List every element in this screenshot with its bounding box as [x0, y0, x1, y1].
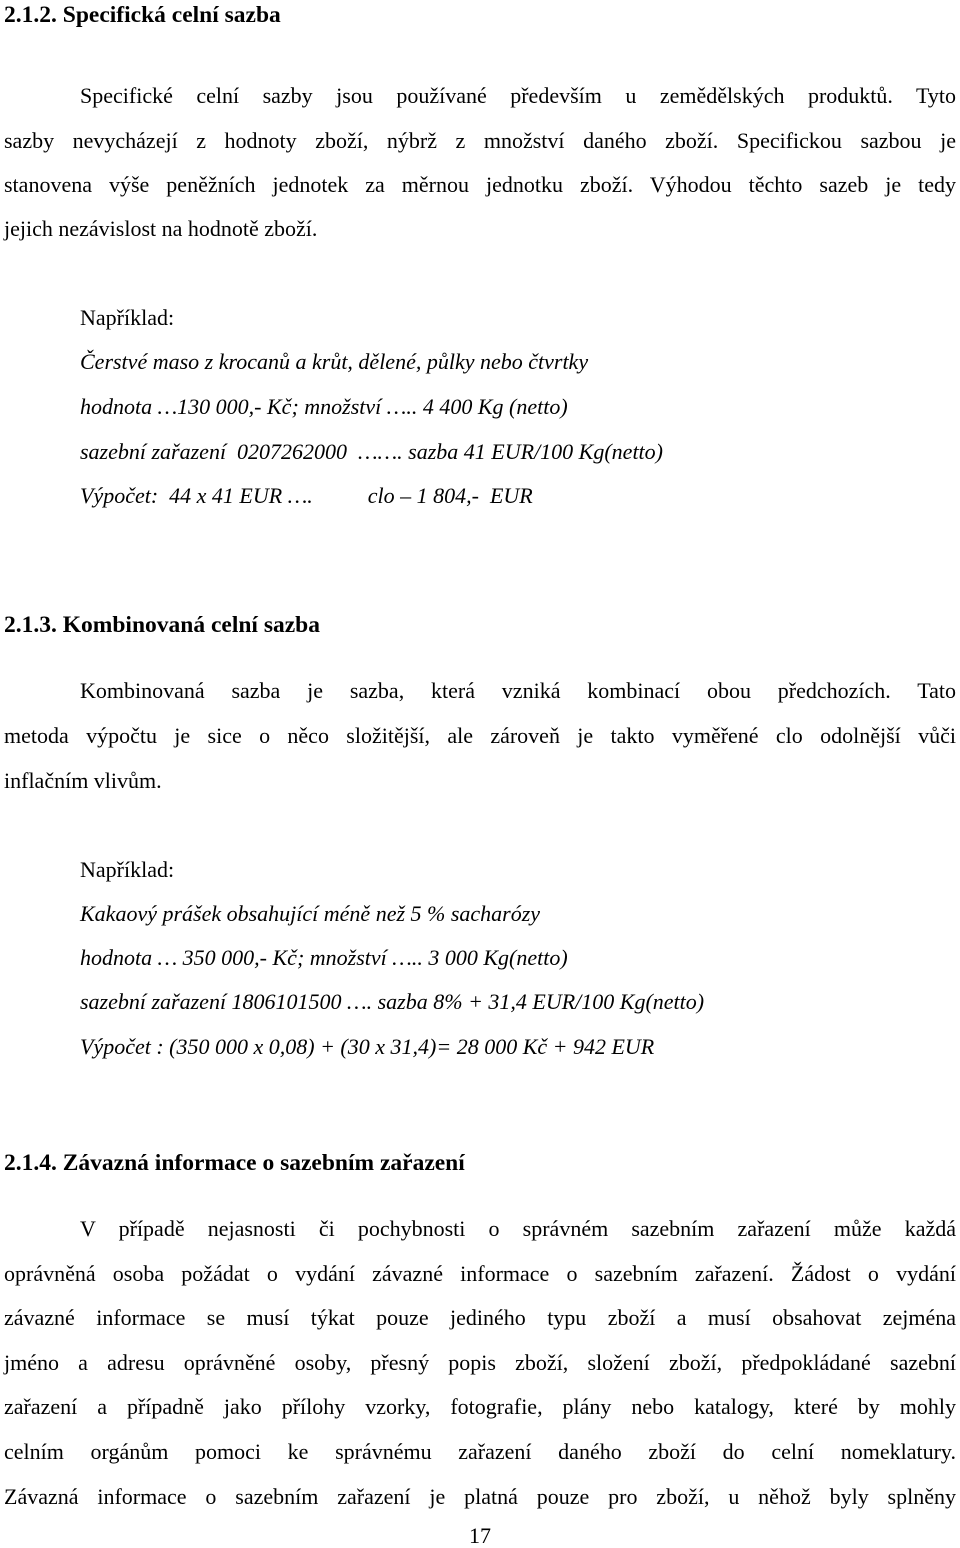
section-heading-2-1-4: 2.1.4. Závazná informace o sazebním zařazení	[4, 1150, 465, 1176]
example-label: Například:	[80, 857, 175, 882]
paragraph-line: závazné informace se musí týkat pouze jediného typu zboží a musí obsahovat zejména	[4, 1305, 956, 1330]
example-line: hodnota …130 000,- Kč; množství ….. 4 400 Kg (netto)	[80, 394, 568, 419]
paragraph-line: zařazení a případně jako přílohy vzorky, fotografie, plány nebo katalogy, které by mohly	[4, 1394, 956, 1419]
section-heading-2-1-2: 2.1.2. Specifická celní sazba	[4, 2, 281, 28]
paragraph-line: oprávněná osoba požádat o vydání závazné informace o sazebním zařazení. Žádost o vydání	[4, 1261, 956, 1286]
paragraph-line: Závazná informace o sazebním zařazení je platná pouze pro zboží, u něhož byly splněny	[4, 1484, 956, 1509]
paragraph-line: metoda výpočtu je sice o něco složitější, ale zároveň je takto vyměřené clo odolnější vůči	[4, 723, 956, 748]
example-label: Například:	[80, 305, 175, 330]
paragraph-line: celním orgánům pomoci ke správnému zařazení daného zboží do celní nomeklatury.	[4, 1439, 956, 1464]
paragraph-line: jméno a adresu oprávněné osoby, přesný popis zboží, složení zboží, předpokládané sazební	[4, 1350, 956, 1375]
example-line: sazební zařazení 1806101500 …. sazba 8% + 31,4 EUR/100 Kg(netto)	[80, 989, 705, 1014]
paragraph-line: V případě nejasnosti či pochybnosti o správném sazebním zařazení může každá	[80, 1216, 956, 1241]
paragraph-line: inflačním vlivům.	[4, 768, 162, 793]
paragraph-line: stanovena výše peněžních jednotek za měrnou jednotku zboží. Výhodou těchto sazeb je tedy	[4, 172, 956, 197]
example-line: sazební zařazení 0207262000 ……. sazba 41 EUR/100 Kg(netto)	[80, 439, 663, 464]
example-line: Kakaový prášek obsahující méně než 5 % sacharózy	[80, 901, 541, 926]
page-number: 17	[469, 1523, 491, 1548]
example-line: hodnota … 350 000,- Kč; množství ….. 3 000 Kg(netto)	[80, 945, 568, 970]
paragraph-line: Kombinovaná sazba je sazba, která vzniká kombinací obou předchozích. Tato	[80, 678, 956, 703]
paragraph-line: sazby nevycházejí z hodnoty zboží, nýbrž z množství daného zboží. Specifickou sazbou je	[4, 128, 956, 153]
example-line: Výpočet : (350 000 x 0,08) + (30 x 31,4)= 28 000 Kč + 942 EUR	[80, 1034, 655, 1059]
example-line: Čerstvé maso z krocanů a krůt, dělené, půlky nebo čtvrtky	[80, 349, 589, 374]
paragraph-line: Specifické celní sazby jsou používané především u zemědělských produktů. Tyto	[80, 83, 956, 108]
paragraph-line: jejich nezávislost na hodnotě zboží.	[4, 216, 318, 241]
section-heading-2-1-3: 2.1.3. Kombinovaná celní sazba	[4, 612, 320, 638]
example-line: Výpočet: 44 x 41 EUR …. clo – 1 804,- EUR	[80, 483, 533, 508]
